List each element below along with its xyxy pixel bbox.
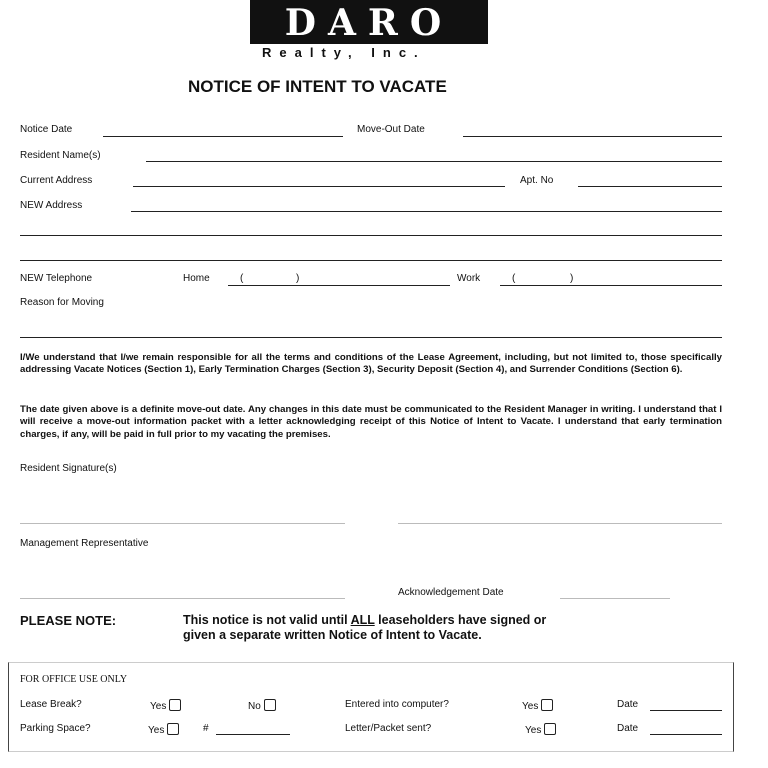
new-address-label: NEW Address (20, 200, 83, 211)
lease-break-yes-checkbox[interactable] (169, 699, 181, 711)
yes-label: Yes (522, 701, 539, 712)
office-title: FOR OFFICE USE ONLY (20, 674, 128, 685)
resident-signature-line-1[interactable] (20, 523, 345, 524)
work-paren-close: ) (570, 273, 574, 284)
home-paren-close: ) (296, 273, 300, 284)
yes-label: Yes (150, 701, 167, 712)
lease-break-yes[interactable] (150, 699, 181, 712)
yes-label: Yes (525, 725, 542, 736)
entered-yes-checkbox[interactable] (541, 699, 553, 711)
resident-signature-line-2[interactable] (398, 523, 722, 524)
letter-date-field[interactable] (650, 734, 722, 735)
company-name: Realty, Inc. (262, 45, 426, 60)
logo-text: DARO (284, 2, 454, 44)
parking-yes[interactable] (148, 723, 179, 736)
lease-break-no[interactable] (248, 699, 276, 712)
note-text-2: leaseholders have signed or (374, 613, 547, 627)
entered-yes[interactable] (522, 699, 553, 712)
current-address-field[interactable] (133, 186, 505, 187)
current-address-label: Current Address (20, 175, 93, 186)
letter-label: Letter/Packet sent? (345, 723, 432, 734)
entered-date-field[interactable] (650, 710, 722, 711)
new-address-field[interactable] (131, 211, 722, 212)
note-text-3: given a separate written Notice of Intent to Vacate. (183, 628, 482, 642)
letter-yes-checkbox[interactable] (544, 723, 556, 735)
home-phone-field[interactable] (228, 285, 450, 286)
reason-field[interactable] (20, 337, 722, 338)
logo (250, 0, 488, 44)
letter-date-label: Date (617, 723, 639, 734)
move-out-date-label: Move-Out Date (357, 124, 425, 135)
work-phone-field[interactable] (500, 285, 722, 286)
apt-no-field[interactable] (578, 186, 722, 187)
please-note-text (183, 613, 546, 643)
notice-date-label: Notice Date (20, 124, 73, 135)
lease-break-label: Lease Break? (20, 699, 82, 710)
apt-no-label: Apt. No (520, 175, 554, 186)
note-emphasis: ALL (350, 613, 375, 627)
notice-date-field[interactable] (103, 136, 343, 137)
parking-number-field[interactable] (216, 734, 290, 735)
move-out-date-field[interactable] (463, 136, 722, 137)
ack-date-label: Acknowledgement Date (398, 587, 504, 598)
home-label: Home (183, 273, 210, 284)
page-title: NOTICE OF INTENT TO VACATE (188, 77, 447, 96)
work-label: Work (457, 273, 481, 284)
new-address-line-2[interactable] (20, 235, 722, 236)
ack-date-line[interactable] (560, 598, 670, 599)
note-text-1: This notice is not valid until (183, 613, 351, 627)
reason-label: Reason for Moving (20, 297, 104, 308)
resident-names-field[interactable] (146, 161, 722, 162)
management-label: Management Representative (20, 538, 149, 549)
entered-label: Entered into computer? (345, 699, 449, 710)
parking-hash: # (203, 723, 209, 734)
resident-names-label: Resident Name(s) (20, 150, 101, 161)
home-paren-open: ( (240, 273, 244, 284)
parking-label: Parking Space? (20, 723, 91, 734)
new-telephone-label: NEW Telephone (20, 273, 93, 284)
move-out-paragraph: The date given above is a definite move-out date. Any changes in this date must be communicated to the Resident Manager in writing. I understand that I will receive a move-out information packet with a letter acknowledging receipt of this Notice of Intent to Vacate. I understand that early termination charges, if any, will be paid in full prior to my vacating the premises. (20, 404, 722, 440)
management-signature-line[interactable] (20, 598, 345, 599)
work-paren-open: ( (512, 273, 516, 284)
no-label: No (248, 701, 261, 712)
entered-date-label: Date (617, 699, 639, 710)
lease-break-no-checkbox[interactable] (264, 699, 276, 711)
resident-signature-label: Resident Signature(s) (20, 463, 117, 474)
letter-yes[interactable] (525, 723, 556, 736)
please-note-label: PLEASE NOTE: (20, 613, 117, 628)
terms-paragraph: I/We understand that I/we remain responsible for all the terms and conditions of the Lease Agreement, including, but not limited to, those specifically addressing Vacate Notices (Section 1), Early Termination Charges (Section 3), Security Deposit (Section 4), and Surrender Conditions (Section 6). (20, 352, 722, 376)
yes-label: Yes (148, 725, 165, 736)
new-address-line-3[interactable] (20, 260, 722, 261)
parking-yes-checkbox[interactable] (167, 723, 179, 735)
